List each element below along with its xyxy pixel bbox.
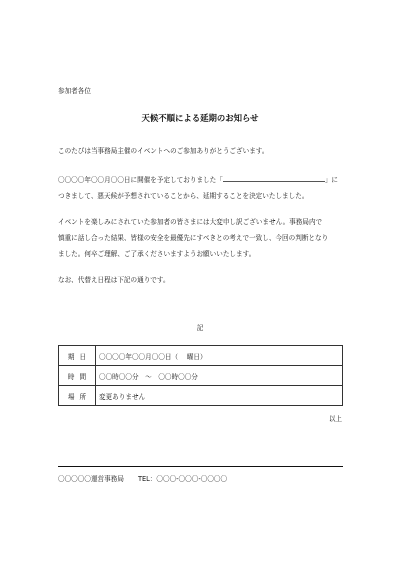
para3-line1: イベントを楽しみにされていた参加者の皆さまには大変申し訳ございません。事務局内で bbox=[58, 218, 323, 226]
ki-heading: 記 bbox=[196, 324, 204, 332]
row-label-time: 時間 bbox=[59, 366, 96, 386]
table-row bbox=[59, 366, 343, 386]
footer-divider bbox=[58, 466, 343, 467]
para2-line2: つきまして、悪天候が予想されていることから、延期することを決定いたしました。 bbox=[58, 192, 309, 201]
para3-line2: 慎重に話し合った結果、皆様の安全を最優先にすべきとの考えで一致し、今回の判断となり bbox=[58, 234, 329, 243]
para2-line1-before: 〇〇〇〇年〇〇月〇〇日に開催を予定しておりました「 bbox=[58, 176, 223, 184]
para3-line3: ました。何卒ご理解、ご了承くださいますようお願いいたします。 bbox=[58, 250, 256, 259]
row-value-place: 変更ありません bbox=[96, 386, 343, 406]
row-label-place: 場所 bbox=[59, 386, 96, 406]
office-tel: TEL：〇〇〇-〇〇〇-〇〇〇〇 bbox=[137, 475, 228, 483]
row-value-date: 〇〇〇〇年〇〇月〇〇日（ 曜日） bbox=[96, 346, 343, 366]
paragraph-thanks-text: このたびは当事務局主催のイベントへのご参加ありがとうございます。 bbox=[58, 147, 269, 155]
paragraph-alternative bbox=[58, 272, 348, 288]
table-row bbox=[59, 386, 343, 406]
details-table bbox=[58, 345, 343, 406]
event-name-blank bbox=[223, 175, 325, 182]
row-value-time: 〇〇時〇〇分 ～ 〇〇時〇〇分 bbox=[96, 366, 343, 386]
paragraph-postponement bbox=[58, 172, 348, 204]
closing-mark: 以上 bbox=[328, 415, 342, 423]
para2-line1-after: 」に bbox=[324, 176, 339, 184]
paragraph-apology bbox=[58, 214, 348, 263]
paragraph-thanks bbox=[58, 143, 348, 159]
paragraph-alternative-text: なお、代替え日程は下記の通りです。 bbox=[58, 276, 170, 284]
addressee: 参加者各位 bbox=[58, 87, 91, 95]
document-title: 天候不順による延期のお知らせ bbox=[141, 113, 259, 123]
office-name: 〇〇〇〇〇運営事務局 bbox=[58, 475, 124, 483]
footer-contact bbox=[58, 473, 227, 483]
row-label-date: 期日 bbox=[59, 346, 96, 366]
table-row bbox=[59, 346, 343, 366]
